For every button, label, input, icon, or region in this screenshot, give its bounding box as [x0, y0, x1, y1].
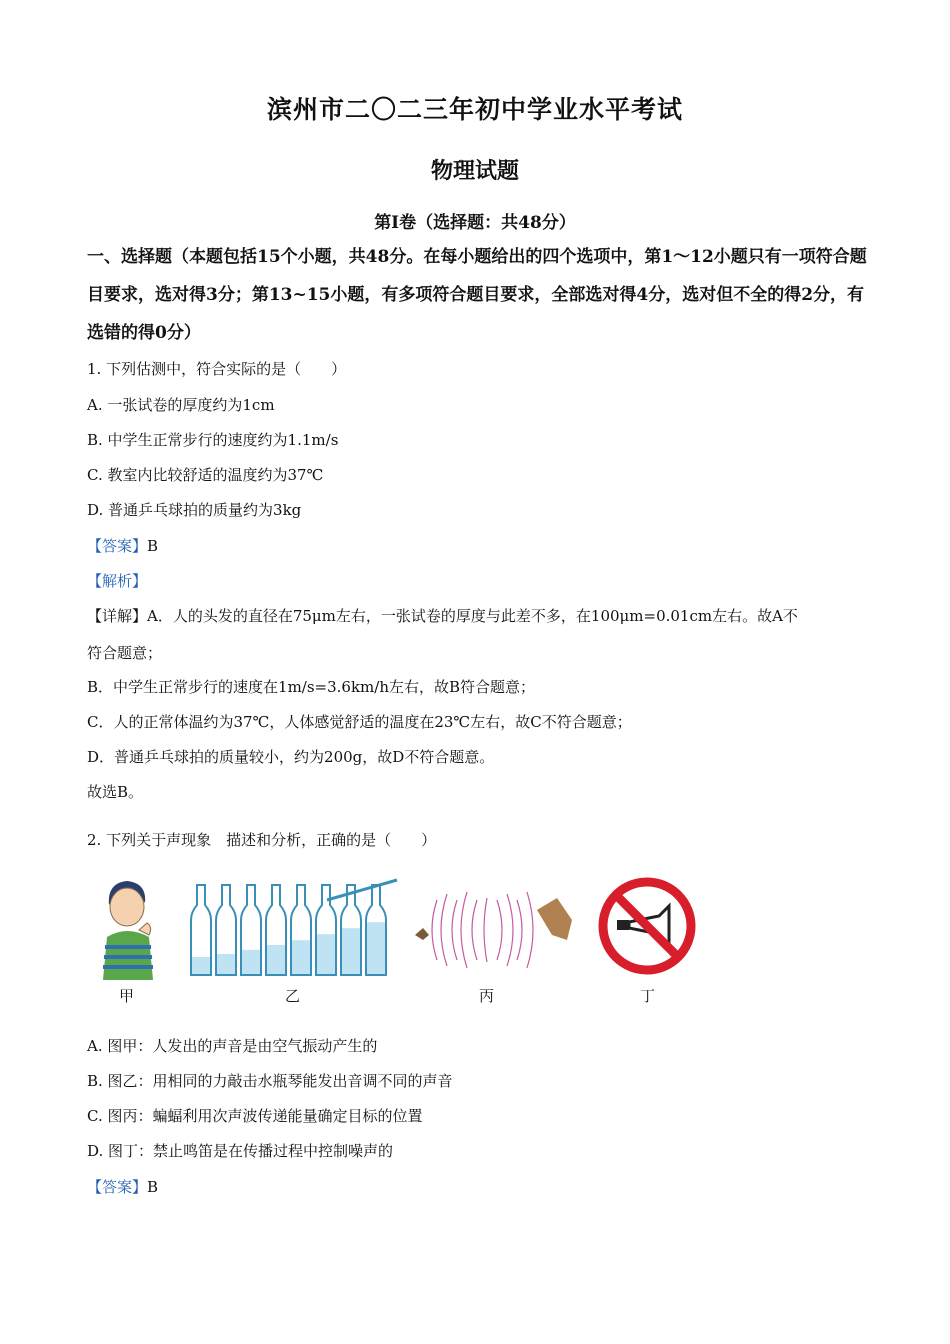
q2-option-b: B. 图乙：用相同的力敲击水瓶琴能发出音调不同的声音 — [87, 1072, 453, 1090]
exam-subject: 物理试题 — [430, 158, 519, 184]
volume-heading: 第I卷（选择题：共48分） — [374, 213, 576, 233]
figure-label-bing: 丙 — [479, 987, 495, 1005]
q1-detail-line-6: 故选B。 — [87, 783, 144, 801]
q1-detail-line-3: B．中学生正常步行的速度在1m/s=3.6km/h左右，故B符合题意； — [87, 678, 536, 696]
detail-tag: 【详解】 — [87, 607, 148, 625]
no-horn-sign-icon — [597, 876, 697, 976]
water-bottle — [191, 885, 211, 975]
water-bottle — [241, 885, 261, 975]
water-bottle — [291, 885, 311, 975]
q2-answer — [87, 1176, 158, 1197]
bottles-svg — [187, 880, 397, 980]
q2-option-d: D. 图丁：禁止鸣笛是在传播过程中控制噪声的 — [87, 1142, 394, 1160]
q1-detail-line-5: D．普通乒乓球拍的质量较小，约为200g，故D不符合题意。 — [87, 748, 495, 766]
q1-answer — [87, 535, 158, 556]
q1-stem: 1. 下列估测中，符合实际的是（ ） — [87, 360, 347, 378]
answer-value: B — [147, 1178, 159, 1196]
q2-figures — [87, 870, 707, 1010]
q1-option-c: C. 教室内比较舒适的温度约为37℃ — [87, 466, 324, 484]
water-bottle — [216, 885, 236, 975]
q1-detail-line-1 — [87, 605, 798, 626]
boy-figure — [87, 875, 167, 985]
q1-analysis-tag — [87, 570, 147, 591]
analysis-tag: 【解析】 — [87, 572, 148, 590]
answer-value: B — [147, 537, 159, 555]
q1-detail-line-2: 符合题意； — [87, 644, 163, 662]
answer-tag: 【答案】 — [87, 1178, 148, 1196]
q2-stem: 2. 下列关于声现象 描述和分析，正确的是（ ） — [87, 831, 437, 849]
detail-text: A．人的头发的直径在75μm左右，一张试卷的厚度与此差不多，在100μm=0.01cm左右。故A不 — [147, 607, 798, 625]
water-bottle — [316, 885, 336, 975]
bottle-row — [187, 880, 397, 980]
q1-option-d: D. 普通乒乓球拍的质量约为3kg — [87, 501, 302, 519]
q2-option-a: A. 图甲：人发出的声音是由空气振动产生的 — [87, 1037, 378, 1055]
figure-label-ding: 丁 — [640, 987, 656, 1005]
bat-echo-figure — [407, 880, 587, 980]
answer-tag: 【答案】 — [87, 537, 148, 555]
figure-label-jia: 甲 — [119, 987, 135, 1005]
q2-option-c: C. 图丙：蝙蝠利用次声波传递能量确定目标的位置 — [87, 1107, 423, 1125]
water-bottle — [266, 885, 286, 975]
q1-option-b: B. 中学生正常步行的速度约为1.1m/s — [87, 431, 339, 449]
q1-detail-line-4: C．人的正常体温约为37℃，人体感觉舒适的温度在23℃左右，故C不符合题意； — [87, 713, 632, 731]
figure-label-yi: 乙 — [285, 987, 301, 1005]
q1-option-a: A. 一张试卷的厚度约为1cm — [87, 396, 275, 414]
water-bottle — [341, 885, 361, 975]
water-bottle — [366, 885, 386, 975]
section-instructions: 一、选择题（本题包括15个小题，共48分。在每小题给出的四个选项中，第1～12小题只有一项符合题目要求，选对得3分；第13~15小题，有多项符合题目要求，全部选对得4分，选对但不全的得2分，有选错的得0分） — [87, 247, 867, 343]
exam-title: 滨州市二〇二三年初中学业水平考试 — [266, 95, 683, 124]
